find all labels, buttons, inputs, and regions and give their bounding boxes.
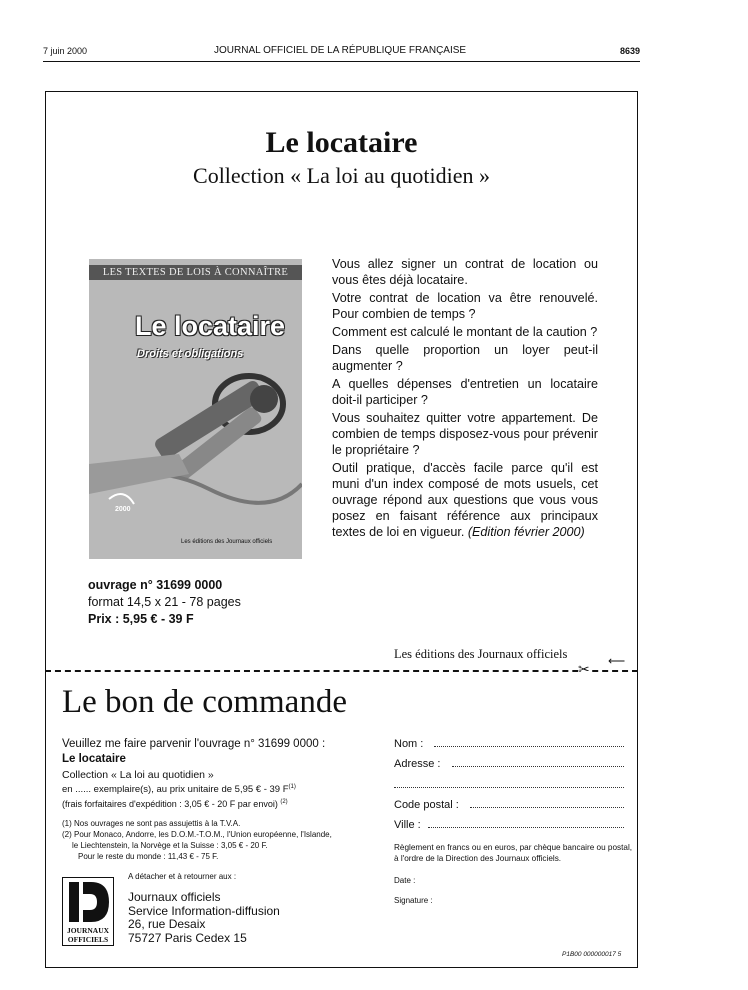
footnote-ref: (2) — [280, 799, 288, 805]
arrow-left-icon: ⟵ — [608, 654, 626, 668]
desc-line: Votre contrat de location va être renouvelé. Pour combien de temps ? — [332, 291, 598, 321]
ville-field[interactable] — [428, 827, 624, 828]
logo-text-line: JOURNAUX — [66, 926, 110, 935]
order-title: Le locataire — [62, 753, 126, 765]
qty-text: en ...... exemplaire(s), au prix unitaire de 5,95 € - 39 F — [62, 784, 289, 796]
desc-line — [332, 460, 598, 540]
order-qty-line[interactable] — [62, 784, 296, 795]
signature-label[interactable]: Signature : — [394, 896, 433, 905]
book-ref: ouvrage n° 31699 0000 — [88, 578, 223, 592]
header-date: 7 juin 2000 — [43, 46, 88, 56]
nom-label: Nom : — [394, 738, 424, 750]
footnote-2a: (2) Pour Monaco, Andorre, les D.O.M.-T.O.M., l'Union européenne, l'Islande, — [62, 830, 332, 839]
adresse-field-line-2[interactable] — [394, 787, 624, 788]
return-address — [128, 891, 280, 945]
address-line: 26, rue Desaix — [128, 917, 206, 931]
header-title: JOURNAL OFFICIEL DE LA RÉPUBLIQUE FRANÇAISE — [214, 45, 467, 56]
order-heading: Le bon de commande — [62, 684, 347, 720]
address-line: Journaux officiels — [128, 890, 221, 904]
header-rule — [43, 61, 640, 62]
nom-field[interactable] — [434, 746, 624, 747]
desc-line: Vous allez signer un contrat de location ou vous êtes déjà locataire. — [332, 257, 598, 287]
address-line: Service Information-diffusion — [128, 903, 280, 918]
desc-line: Vous souhaitez quitter votre appartement. De combien de temps disposez-vous pour prévenir le propriétaire ? — [332, 411, 598, 457]
payment-note: Règlement en francs ou en euros, par chèque bancaire ou postal, à l'ordre de la Direction des Journaux officiels. — [394, 843, 633, 863]
footnote-2c: Pour le reste du monde : 11,43 € - 75 F. — [78, 852, 219, 861]
book-description — [332, 256, 598, 542]
footnote-ref: (1) — [288, 784, 296, 790]
header-page: 8639 — [620, 46, 641, 56]
book-cover — [89, 259, 302, 559]
desc-line: Dans quelle proportion un loyer peut-il augmenter ? — [332, 343, 598, 373]
desc-line: A quelles dépenses d'entretien un locataire doit-il participer ? — [332, 377, 598, 407]
book-collection: Collection « La loi au quotidien » — [193, 163, 490, 188]
book-price: Prix : 5,95 € - 39 F — [88, 612, 194, 626]
return-label: A détacher et à retourner aux : — [128, 872, 237, 881]
ville-label: Ville : — [394, 819, 421, 831]
adresse-field[interactable] — [452, 766, 624, 767]
cover-subtitle: Droits et obligations — [137, 348, 244, 360]
order-collection: Collection « La loi au quotidien » — [62, 769, 214, 781]
cover-banner: LES TEXTES DE LOIS À CONNAÎTRE — [89, 265, 302, 280]
address-line: 75727 Paris Cedex 15 — [128, 930, 247, 945]
form-code: P1B00 000000017 5 — [562, 951, 622, 958]
book-title: Le locataire — [265, 126, 418, 159]
cover-publisher: Les éditions des Journaux officiels — [181, 539, 273, 545]
order-fees-line — [62, 799, 288, 809]
code-postal-label: Code postal : — [394, 799, 459, 811]
cover-title: Le locataire — [135, 311, 286, 341]
cover-year: 2000 — [115, 506, 131, 513]
footnote-1: (1) Nos ouvrages ne sont pas assujettis à la T.V.A. — [62, 819, 241, 828]
book-format: format 14,5 x 21 - 78 pages — [88, 595, 241, 609]
keys-illustration — [89, 259, 302, 559]
journaux-officiels-logo — [62, 877, 114, 946]
publisher-line: Les éditions des Journaux officiels — [394, 647, 568, 661]
desc-last: Outil pratique, d'accès facile parce qu'il est muni d'un index composé de mots usuels, cet ouvrage répond aux questions que vous vous posez en faisant référence aux principaux textes de loi en vigueur. — [332, 461, 598, 539]
desc-line: Comment est calculé le montant de la caution ? — [332, 325, 598, 339]
adresse-label: Adresse : — [394, 758, 441, 770]
footnote-2b: le Liechtenstein, la Norvège et la Suisse : 3,05 € - 20 F. — [72, 841, 268, 850]
scissors-icon: ✂ — [578, 661, 590, 677]
order-intro: Veuillez me faire parvenir l'ouvrage n° 31699 0000 : — [62, 738, 326, 750]
code-postal-field[interactable] — [470, 807, 624, 808]
logo-text — [63, 926, 113, 944]
cut-line — [45, 670, 638, 672]
fees-text: (frais forfaitaires d'expédition : 3,05 € - 20 F par envoi) — [62, 799, 278, 809]
logo-text-line: OFFICIELS — [67, 935, 109, 944]
edition-note: (Edition février 2000) — [467, 525, 585, 539]
date-label[interactable]: Date : — [394, 876, 416, 885]
